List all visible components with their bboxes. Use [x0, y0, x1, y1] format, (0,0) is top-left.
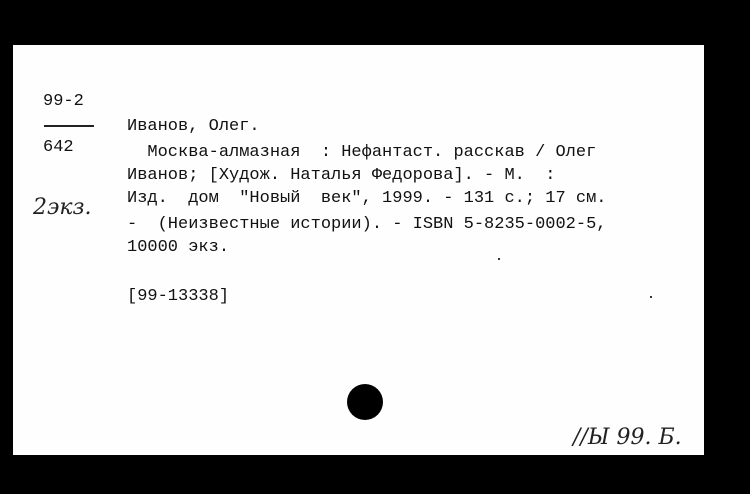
speck	[650, 296, 652, 298]
catalog-card	[13, 45, 704, 455]
record-number: [99-13338]	[127, 287, 230, 306]
call-number-bottom: 642	[43, 138, 74, 157]
entry-line-responsibility: Иванов; [Худож. Наталья Федорова]. - М. :	[127, 166, 556, 185]
call-number-top: 99-2	[43, 92, 84, 111]
entry-line-publication: Изд. дом "Новый век", 1999. - 131 с.; 17 см.	[127, 189, 607, 208]
entry-line-author: Иванов, Олег.	[127, 117, 260, 136]
speck	[498, 258, 500, 260]
handwritten-copies-note: 2экз.	[33, 195, 92, 220]
entry-line-series-isbn: - (Неизвестные истории). - ISBN 5-8235-0002-5,	[127, 215, 607, 234]
call-number-divider	[44, 125, 94, 127]
entry-line-print-run: 10000 экз.	[127, 238, 230, 257]
entry-line-title: Москва-алмазная : Нефантаст. расскав / Олег	[127, 143, 597, 162]
handwritten-date-note: //Ы 99. Б.	[573, 425, 682, 450]
punch-hole	[347, 384, 383, 420]
